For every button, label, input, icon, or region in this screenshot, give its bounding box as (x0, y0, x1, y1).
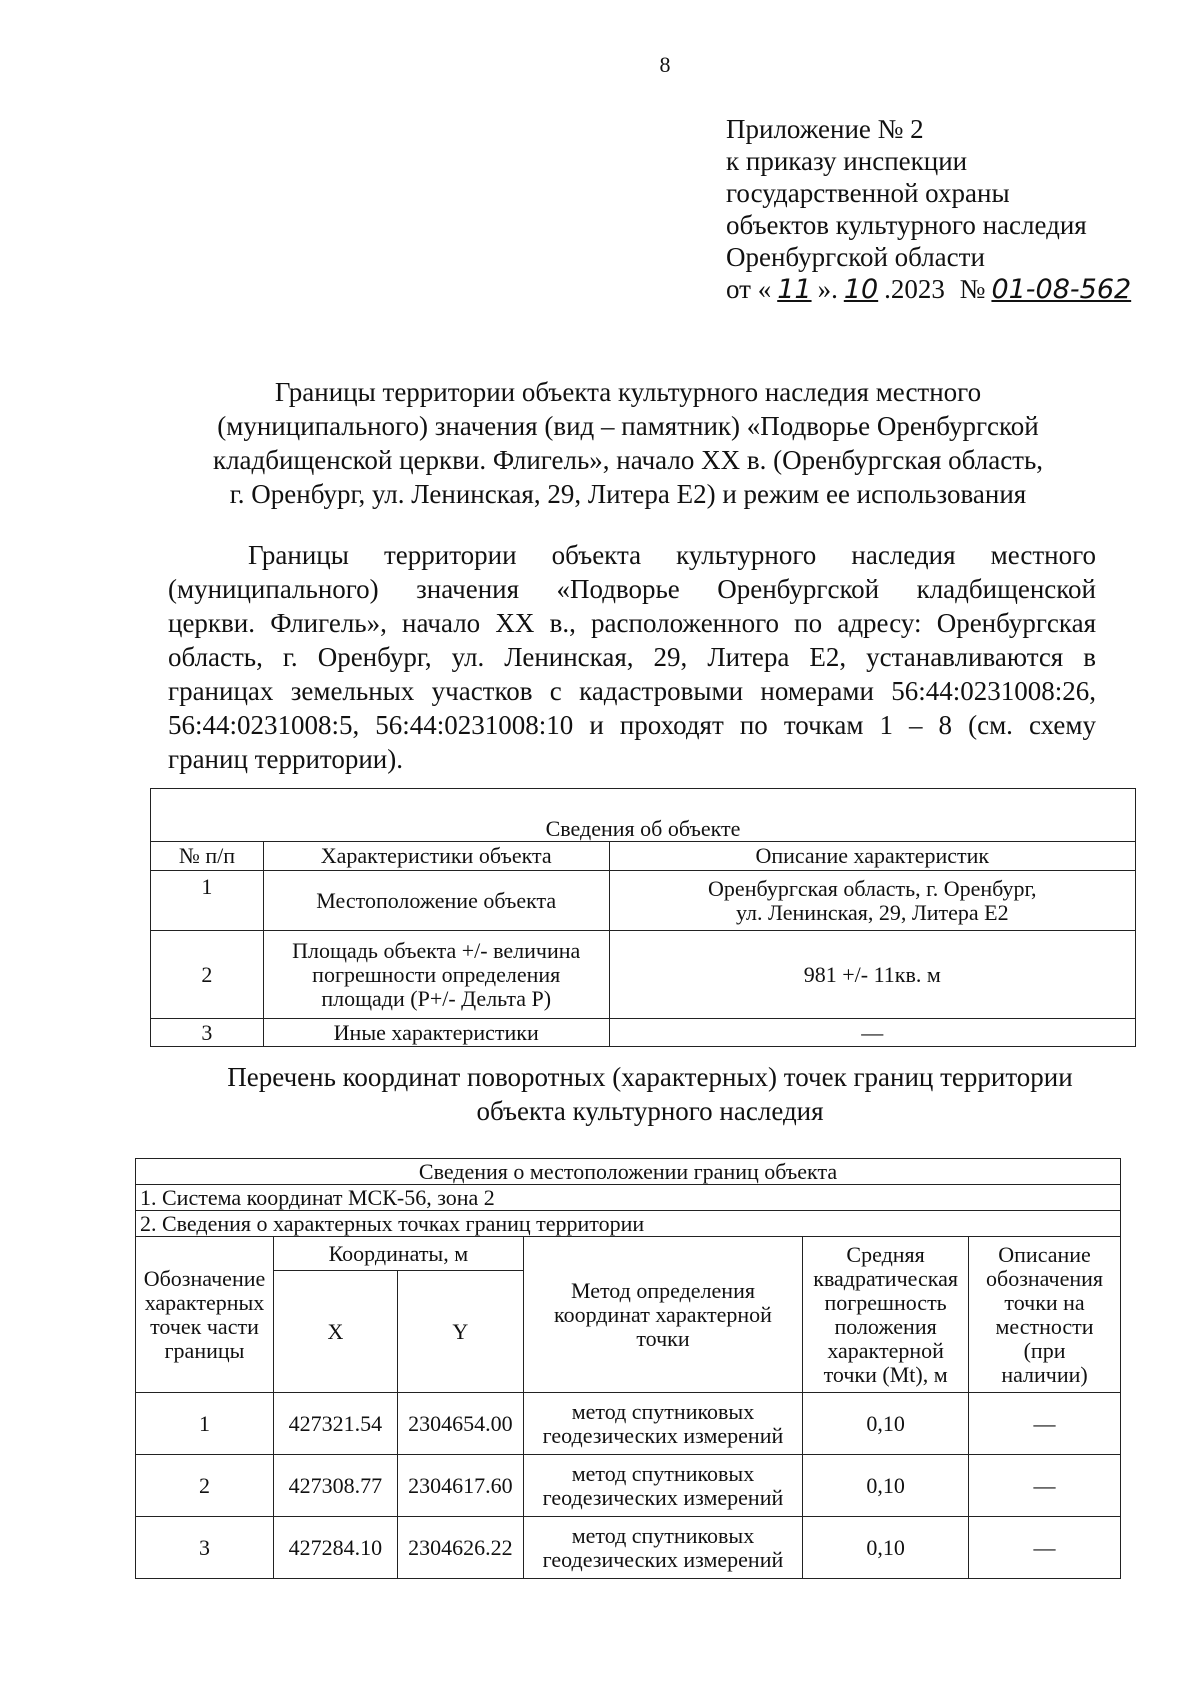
coord-y: 2304617.60 (397, 1455, 523, 1517)
column-header-point (136, 1237, 274, 1393)
header-line: точки на (1004, 1289, 1085, 1315)
coord-y: 2304626.22 (397, 1517, 523, 1579)
row-number: 2 (151, 931, 264, 1019)
column-header-method (523, 1237, 802, 1393)
header-line: (при (1023, 1337, 1066, 1363)
header-line: Описание (998, 1241, 1091, 1267)
error-value: 0,10 (803, 1393, 969, 1455)
error-value: 0,10 (803, 1455, 969, 1517)
appendix-line: Приложение № 2 (726, 114, 924, 144)
method-line: геодезических измерений (542, 1484, 784, 1510)
point-description: — (969, 1455, 1121, 1517)
date-prefix: от « (726, 274, 772, 304)
handwritten-day: 11 (777, 274, 812, 305)
header-line: характерных (144, 1289, 265, 1315)
method-line: метод спутниковых (571, 1522, 755, 1548)
row-value (609, 871, 1135, 931)
row-number: 1 (151, 871, 264, 931)
method (523, 1455, 802, 1517)
method-line: геодезических измерений (542, 1422, 784, 1448)
coord-x: 427308.77 (273, 1455, 397, 1517)
table-row (151, 871, 1136, 931)
subtitle-line: Перечень координат поворотных (характерных) точек границ территории (227, 1062, 1073, 1092)
header-line: положения (834, 1313, 937, 1339)
method (523, 1517, 802, 1579)
column-header-y: Y (397, 1271, 523, 1393)
appendix-line: государственной охраны (726, 178, 1010, 208)
point-id: 3 (136, 1517, 274, 1579)
row-name (263, 931, 609, 1019)
paragraph-line: 56:44:0231008:5, 56:44:0231008:10 и проходят по точкам 1 – 8 (см. схему (168, 710, 1096, 740)
column-header-x: X (273, 1271, 397, 1393)
header-line: обозначения (986, 1265, 1104, 1291)
appendix-line: Оренбургской области (726, 242, 985, 272)
table-row (136, 1393, 1121, 1455)
header-line: координат характерной (554, 1301, 772, 1327)
table-row (151, 931, 1136, 1019)
column-header-coordinates: Координаты, м (273, 1237, 523, 1271)
paragraph-line: границ территории). (168, 744, 403, 774)
number-prefix: № (959, 274, 986, 304)
column-header: № п/п (151, 842, 264, 871)
header-line: точек части (150, 1313, 259, 1339)
row-value: — (609, 1019, 1135, 1047)
header-line: наличии) (1001, 1361, 1088, 1387)
table-row (136, 1455, 1121, 1517)
document-title (168, 375, 1088, 511)
subtitle-line: объекта культурного наследия (476, 1096, 824, 1126)
header-line: квадратическая (813, 1265, 958, 1291)
appendix-block (726, 113, 1137, 306)
header-line: Средняя (846, 1241, 925, 1267)
table-row (136, 1517, 1121, 1579)
paragraph-line: церкви. Флигель», начало XX в., расположенного по адресу: Оренбургская (168, 608, 1096, 638)
table-row (151, 1019, 1136, 1047)
column-header-error (803, 1237, 969, 1393)
header-line: границы (164, 1337, 245, 1363)
coordinates-subtitle (150, 1060, 1150, 1128)
coordinates-table (135, 1158, 1121, 1579)
paragraph-line: (муниципального) значения «Подворье Оренбургской кладбищенской (168, 574, 1096, 604)
method-line: метод спутниковых (571, 1398, 755, 1424)
table-header: Сведения об объекте (151, 789, 1136, 842)
value-line: Оренбургская область, г. Оренбург, (708, 875, 1037, 901)
handwritten-month: 10 (843, 274, 879, 305)
paragraph-line: область, г. Оренбург, ул. Ленинская, 29, Литера Е2, устанавливаются в (168, 642, 1096, 672)
date-mid: ». (817, 274, 838, 304)
coord-y: 2304654.00 (397, 1393, 523, 1455)
point-id: 1 (136, 1393, 274, 1455)
appendix-line: к приказу инспекции (726, 146, 968, 176)
title-line: кладбищенской церкви. Флигель», начало XX в. (Оренбургская область, (212, 445, 1044, 475)
header-line: погрешность (824, 1289, 947, 1315)
appendix-line: объектов культурного наследия (726, 210, 1087, 240)
column-header-description (969, 1237, 1121, 1393)
name-line: Площадь объекта +/- величина (292, 937, 581, 963)
row-value: 981 +/- 11кв. м (609, 931, 1135, 1019)
row-number: 3 (151, 1019, 264, 1047)
header-line: Обозначение (143, 1265, 266, 1291)
paragraph-line: Границы территории объекта культурного наследия местного (248, 540, 1096, 570)
coordinate-system: 1. Система координат МСК-56, зона 2 (136, 1185, 1121, 1211)
title-line: (муниципального) значения (вид – памятник) «Подворье Оренбургской (217, 411, 1039, 441)
point-description: — (969, 1517, 1121, 1579)
coord-x: 427321.54 (273, 1393, 397, 1455)
body-paragraph (168, 538, 1096, 776)
handwritten-order-number: 01-08-562 (991, 274, 1132, 305)
header-line: характерной (827, 1337, 944, 1363)
points-title: 2. Сведения о характерных точках границ территории (136, 1211, 1121, 1237)
table-header: Сведения о местоположении границ объекта (136, 1159, 1121, 1185)
header-line: местности (995, 1313, 1094, 1339)
point-id: 2 (136, 1455, 274, 1517)
name-line: погрешности определения (312, 961, 561, 987)
title-line: Границы территории объекта культурного наследия местного (274, 377, 982, 407)
error-value: 0,10 (803, 1517, 969, 1579)
value-line: ул. Ленинская, 29, Литера Е2 (735, 899, 1009, 925)
method-line: геодезических измерений (542, 1546, 784, 1572)
title-line: г. Оренбург, ул. Ленинская, 29, Литера Е2) и режим ее использования (229, 479, 1027, 509)
column-header: Характеристики объекта (263, 842, 609, 871)
coord-x: 427284.10 (273, 1517, 397, 1579)
row-name: Иные характеристики (263, 1019, 609, 1047)
name-line: площади (Р+/- Дельта Р) (321, 985, 552, 1011)
point-description: — (969, 1393, 1121, 1455)
column-header: Описание характеристик (609, 842, 1135, 871)
paragraph-line: границах земельных участков с кадастровыми номерами 56:44:0231008:26, (168, 676, 1096, 706)
object-info-table (150, 788, 1136, 1047)
header-line: точки (Mt), м (823, 1361, 948, 1387)
method-line: метод спутниковых (571, 1460, 755, 1486)
method (523, 1393, 802, 1455)
appendix-date-line (726, 273, 1137, 306)
header-line: точки (636, 1325, 690, 1351)
page-number: 8 (659, 52, 671, 77)
header-line: Метод определения (570, 1277, 755, 1303)
date-year: .2023 (884, 274, 945, 304)
row-name: Местоположение объекта (263, 871, 609, 931)
